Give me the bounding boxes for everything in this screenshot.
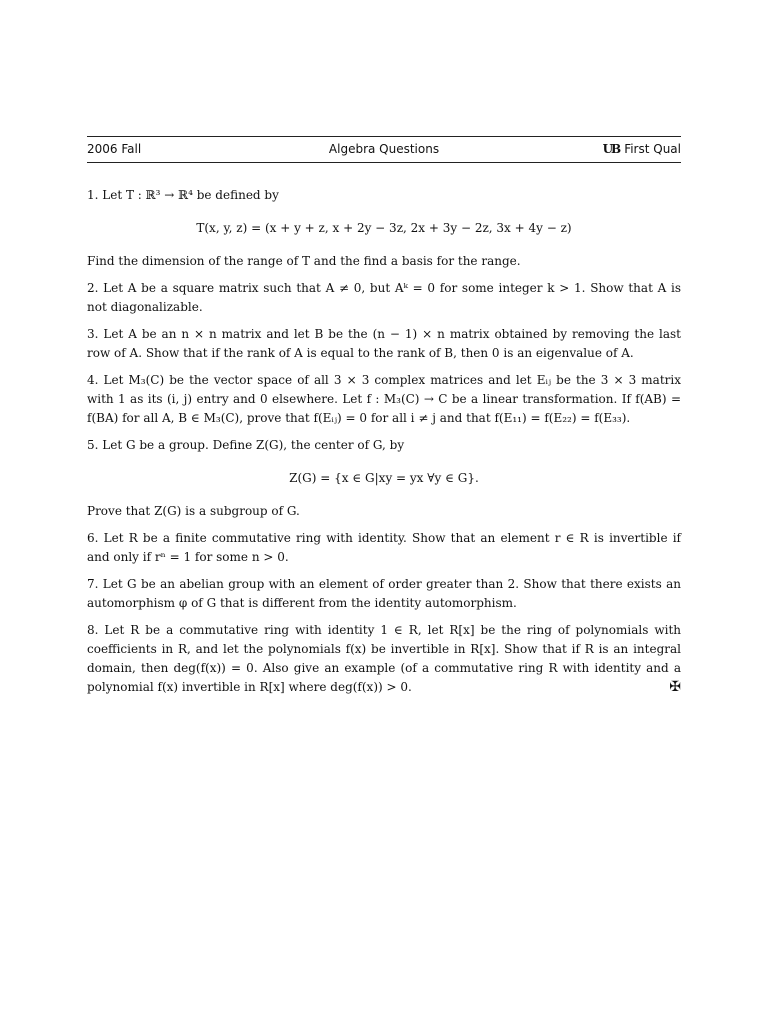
page-header xyxy=(87,136,681,163)
question-1-equation: T(x, y, z) = (x + y + z, x + 2y − 3z, 2x + 3y − 2z, 3x + 4y − z) xyxy=(196,221,572,235)
question-1-intro: 1. Let T : ℝ³ → ℝ⁴ be defined by xyxy=(87,188,279,202)
question-4: 4. Let M₃(C) be the vector space of all 3 × 3 complex matrices and let Eᵢⱼ be the 3 × 3 matrix with 1 as its (i, j) entry and 0 elsewhere. Let f : M₃(C) → C be a linear transformation. If f(AB) = f(BA) for all A, B ∈ M₃(C), prove that f(Eᵢⱼ) = 0 for all i ≠ j and that f(E₁₁) = f(E₂₂) = f(E₃₃). xyxy=(87,373,681,425)
question-8-text: 8. Let R be a commutative ring with identity 1 ∈ R, let R[x] be the ring of polynomials with coefficients in R, and let the polynomials f(x) be invertible in R[x]. Show that if R is an integral domain, then deg(f(x)) = 0. Also give an example (of a commutative ring R with identity and a polynomial f(x) invertible in R[x] where deg(f(x)) > 0. xyxy=(87,623,681,694)
question-1-task: Find the dimension of the range of T and the find a basis for the range. xyxy=(87,254,521,268)
question-3: 3. Let A be an n × n matrix and let B be the (n − 1) × n matrix obtained by removing the last row of A. Show that if the rank of A is equal to the rank of B, then 0 is an eigenvalue of A. xyxy=(87,327,681,360)
end-mark-icon: ✠ xyxy=(669,679,681,695)
header-qual: First Qual xyxy=(624,142,681,156)
header-title: Algebra Questions xyxy=(328,142,440,156)
question-7: 7. Let G be an abelian group with an element of order greater than 2. Show that there exists an automorphism φ of G that is different from the identity automorphism. xyxy=(87,577,681,610)
ub-logo: UB xyxy=(602,142,620,156)
header-right xyxy=(603,142,681,156)
question-8 xyxy=(87,621,681,697)
question-5-task: Prove that Z(G) is a subgroup of G. xyxy=(87,504,300,518)
questions-body xyxy=(87,186,681,705)
question-5-equation: Z(G) = {x ∈ G|xy = yx ∀y ∈ G}. xyxy=(289,471,479,485)
question-5-intro: 5. Let G be a group. Define Z(G), the center of G, by xyxy=(87,438,405,452)
question-6: 6. Let R be a finite commutative ring with identity. Show that an element r ∈ R is invertible if and only if rⁿ = 1 for some n > 0. xyxy=(87,531,681,564)
question-2: 2. Let A be a square matrix such that A ≠ 0, but Aᵏ = 0 for some integer k > 1. Show that A is not diagonalizable. xyxy=(87,281,681,314)
header-term: 2006 Fall xyxy=(87,142,142,156)
